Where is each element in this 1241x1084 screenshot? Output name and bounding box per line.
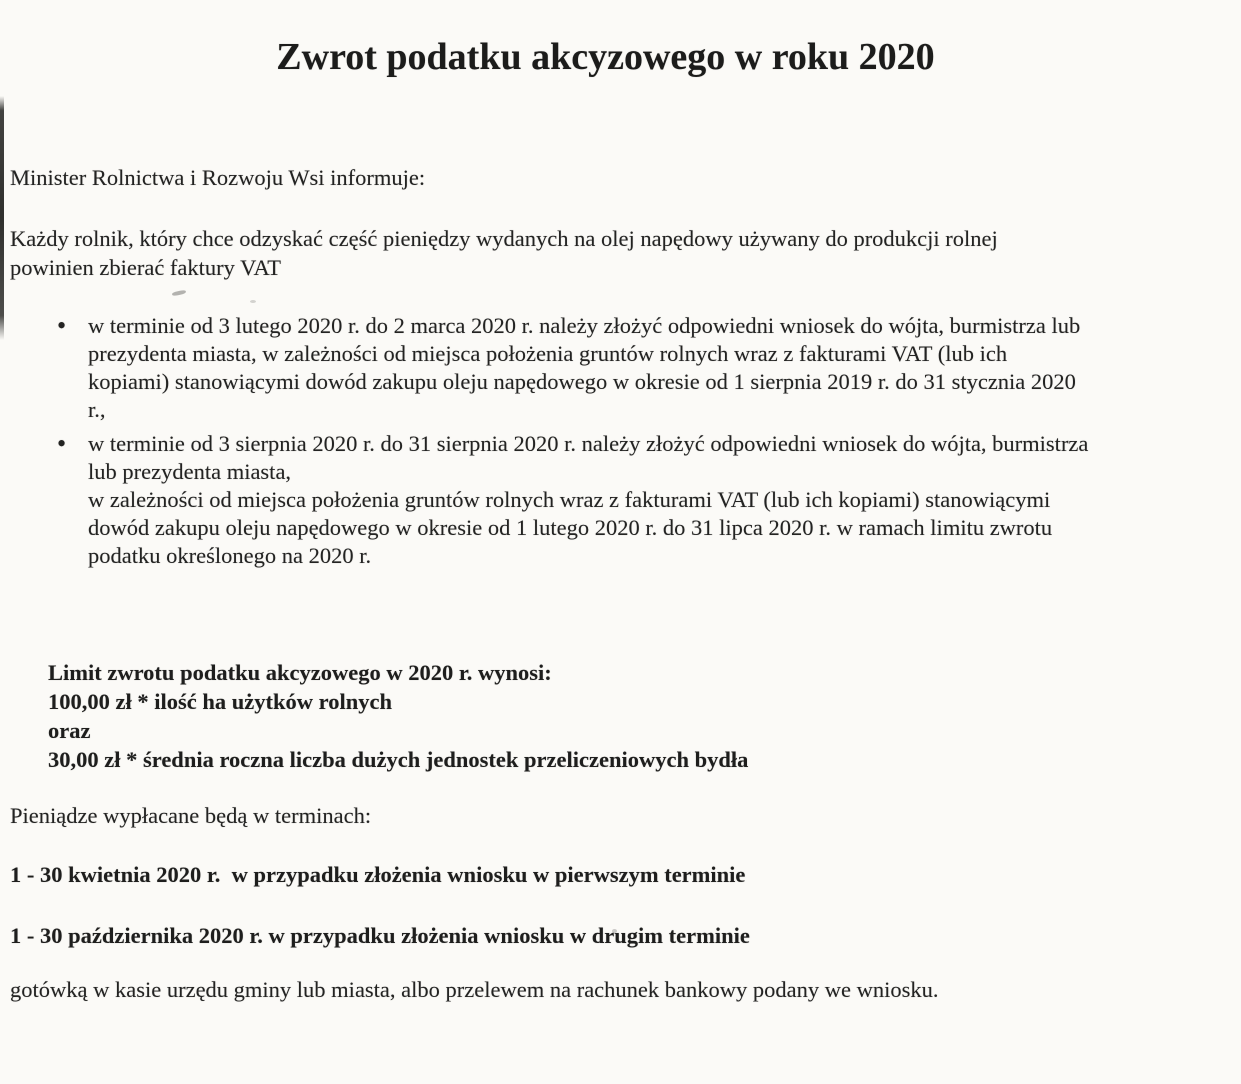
lead-paragraph: [10, 224, 1161, 282]
bullet-item-second-term: [57, 430, 1215, 570]
bullet-text-first-term: [88, 312, 1215, 424]
intro-line: Minister Rolnictwa i Rozwoju Wsi informuje:: [10, 165, 426, 190]
document-title: Zwrot podatku akcyzowego w roku 2020: [276, 36, 935, 78]
limit-heading: Limit zwrotu podatku akcyzowego w 2020 r. wynosi:: [48, 660, 552, 685]
bullet-2-line-4: dowód zakupu oleju napędowego w okresie od 1 lutego 2020 r. do 31 lipca 2020 r. w ramach limitu zwrotu: [88, 515, 1053, 540]
bullet-item-first-term: [57, 312, 1215, 424]
scan-artifact-speck: [172, 290, 187, 297]
lead-line-1: Każdy rolnik, który chce odzyskać część pieniędzy wydanych na olej napędowy używany do produkcji rolnej: [10, 226, 998, 251]
bullet-1-line-1: w terminie od 3 lutego 2020 r. do 2 marca 2020 r. należy złożyć odpowiedni wniosek do wójta, burmistrza lub: [88, 313, 1081, 338]
lead-line-2: powinien zbierać faktury VAT: [10, 255, 281, 280]
bullet-2-line-1: w terminie od 3 sierpnia 2020 r. do 31 sierpnia 2020 r. należy złożyć odpowiedni wniosek do wójta, burmistrza: [88, 431, 1089, 456]
scan-artifact-left-edge: [0, 96, 4, 340]
bullet-2-line-3: w zależności od miejsca położenia gruntów rolnych wraz z fakturami VAT (lub ich kopiami) stanowiącymi: [88, 487, 1051, 512]
bullet-2-line-2: lub prezydenta miasta,: [88, 459, 292, 484]
payment-term-second: 1 - 30 października 2020 r. w przypadku złożenia wniosku w drugim terminie: [10, 923, 750, 948]
payment-term-first: 1 - 30 kwietnia 2020 r. w przypadku złożenia wniosku w pierwszym terminie: [10, 862, 746, 887]
bullet-1-line-2: prezydenta miasta, w zależności od miejsca położenia gruntów rolnych wraz z fakturami VAT (lub ich: [88, 341, 1008, 366]
bullet-dot-icon: •: [57, 311, 67, 340]
limit-conjunction: oraz: [48, 718, 91, 743]
payments-intro: Pieniądze wypłacane będą w terminach:: [10, 803, 372, 828]
limit-block: [48, 658, 1181, 774]
limit-formula-land: 100,00 zł * ilość ha użytków rolnych: [48, 689, 392, 714]
payment-method: gotówką w kasie urzędu gminy lub miasta, albo przelewem na rachunek bankowy podany we wniosku.: [10, 977, 939, 1002]
bullet-list: [57, 312, 1215, 570]
bullet-1-line-3: kopiami) stanowiącymi dowód zakupu oleju napędowego w okresie od 1 sierpnia 2019 r. do 31 stycznia 2020: [88, 369, 1076, 394]
bullet-1-line-4: r.,: [88, 397, 106, 422]
bullet-text-second-term: [88, 430, 1215, 570]
bullet-dot-icon: •: [57, 429, 67, 458]
bullet-2-line-5: podatku określonego na 2020 r.: [88, 543, 372, 568]
scan-artifact-speck: [250, 300, 256, 303]
limit-formula-cattle: 30,00 zł * średnia roczna liczba dużych jednostek przeliczeniowych bydła: [48, 747, 749, 772]
